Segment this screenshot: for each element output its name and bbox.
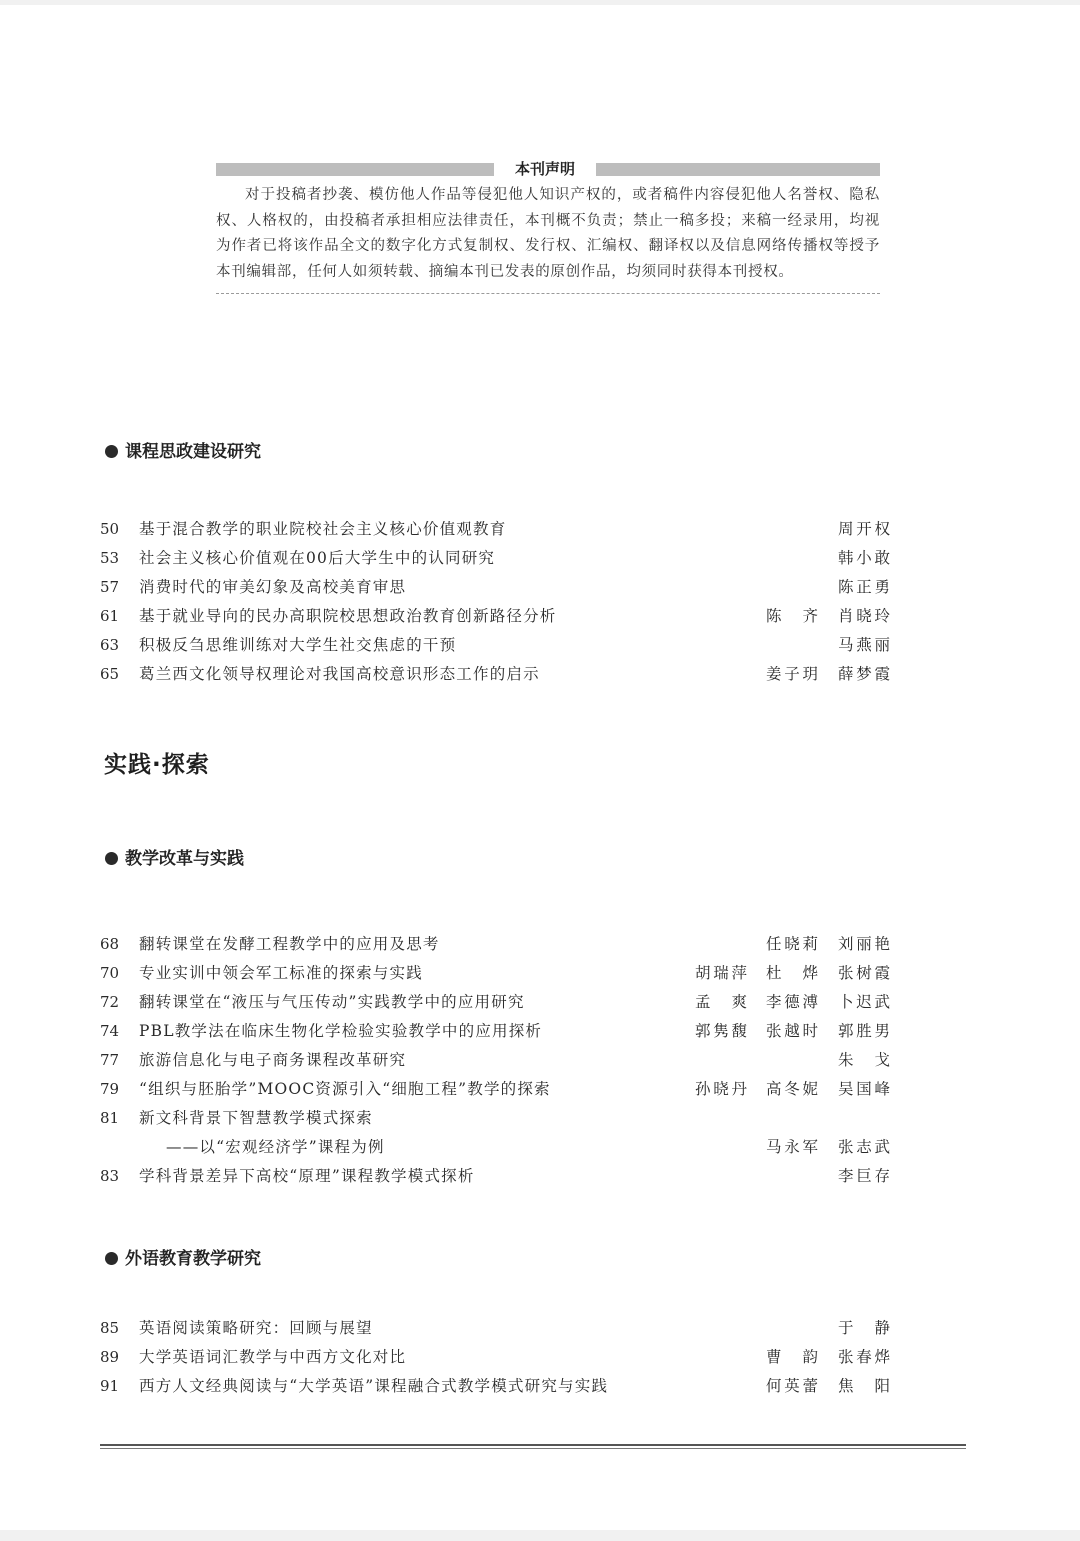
part-heading: 实践·探索 bbox=[104, 752, 210, 778]
toc-article-title: 基于就业导向的民办高职院校思想政治教育创新路径分析 bbox=[139, 607, 557, 625]
toc-entry[interactable] bbox=[0, 573, 1080, 602]
toc-author: 任晓莉 bbox=[766, 935, 818, 953]
toc-author: 朱 戈 bbox=[838, 1051, 890, 1069]
toc-article-title: 翻转课堂在“液压与气压传动”实践教学中的应用研究 bbox=[139, 993, 525, 1011]
toc-page-number: 89 bbox=[100, 1348, 120, 1366]
toc-article-title: 葛兰西文化领导权理论对我国高校意识形态工作的启示 bbox=[139, 665, 540, 683]
toc-entry[interactable] bbox=[0, 1343, 1080, 1372]
toc-page-number: 91 bbox=[100, 1377, 120, 1395]
bullet-icon bbox=[105, 445, 118, 458]
notice-header bbox=[216, 158, 880, 180]
toc-article-title: 新文科背景下智慧教学模式探索 bbox=[139, 1109, 373, 1127]
toc-article-title: 积极反刍思维训练对大学生社交焦虑的干预 bbox=[139, 636, 457, 654]
footer-rule-thick bbox=[100, 1444, 966, 1446]
bullet-icon bbox=[105, 1252, 118, 1265]
toc-entry[interactable] bbox=[0, 1046, 1080, 1075]
page-bottom-edge bbox=[0, 1530, 1080, 1541]
toc-page-number: 72 bbox=[100, 993, 120, 1011]
toc-entry[interactable] bbox=[0, 1314, 1080, 1343]
notice-body: 对于投稿者抄袭、模仿他人作品等侵犯他人知识产权的，或者稿件内容侵犯他人名誉权、隐私权、人格权的，由投稿者承担相应法律责任，本刊概不负责；禁止一稿多投；来稿一经录用，均视为作者已将该作品全文的数字化方式复制权、发行权、汇编权、翻译权以及信息网络传播权等授予本刊编辑部，任何人如须转载、摘编本刊已发表的原创作品，均须同时获得本刊授权。 bbox=[216, 187, 880, 280]
toc-entry[interactable] bbox=[0, 602, 1080, 631]
toc-entry[interactable] bbox=[0, 660, 1080, 689]
toc-author: 周开权 bbox=[838, 520, 890, 538]
toc-author: 何英蕾 bbox=[766, 1377, 818, 1395]
toc-entry[interactable] bbox=[0, 1017, 1080, 1046]
section-heading-ideology bbox=[105, 440, 261, 464]
toc-page-number: 65 bbox=[100, 665, 120, 683]
toc-author: 肖晓玲 bbox=[838, 607, 890, 625]
toc-page-number: 68 bbox=[100, 935, 120, 953]
toc-author: 吴国峰 bbox=[838, 1080, 890, 1098]
toc-author: 孙晓丹 bbox=[695, 1080, 747, 1098]
toc-article-title: 大学英语词汇教学与中西方文化对比 bbox=[139, 1348, 407, 1366]
toc-entry[interactable] bbox=[0, 1075, 1080, 1104]
toc-author: 张越时 bbox=[766, 1022, 818, 1040]
toc-author: 刘丽艳 bbox=[838, 935, 890, 953]
toc-author: 张志武 bbox=[838, 1138, 890, 1156]
toc-article-title: 专业实训中领会军工标准的探索与实践 bbox=[139, 964, 423, 982]
toc-entry[interactable] bbox=[0, 959, 1080, 988]
toc-page-number: 53 bbox=[100, 549, 120, 567]
toc-entry[interactable] bbox=[0, 544, 1080, 573]
toc-author: 张树霞 bbox=[838, 964, 890, 982]
notice-bar-left bbox=[216, 163, 494, 176]
notice-title: 本刊声明 bbox=[514, 160, 575, 178]
section-heading-teaching-reform bbox=[105, 847, 244, 871]
toc-author: 陈正勇 bbox=[838, 578, 890, 596]
toc-entry[interactable] bbox=[0, 930, 1080, 959]
toc-author: 薛梦霞 bbox=[838, 665, 890, 683]
toc-author: 于 静 bbox=[838, 1319, 890, 1337]
toc-article-title: 基于混合教学的职业院校社会主义核心价值观教育 bbox=[139, 520, 507, 538]
toc-article-title: 学科背景差异下高校“原理”课程教学模式探析 bbox=[139, 1167, 475, 1185]
toc-author: 陈 齐 bbox=[766, 607, 818, 625]
toc-entry[interactable] bbox=[0, 988, 1080, 1017]
toc-author: 杜 烨 bbox=[766, 964, 818, 982]
toc-article-title: 翻转课堂在发酵工程教学中的应用及思考 bbox=[139, 935, 440, 953]
toc-author: 马燕丽 bbox=[838, 636, 890, 654]
toc-page-number: 57 bbox=[100, 578, 120, 596]
toc-entry[interactable] bbox=[0, 1162, 1080, 1191]
toc-page-number: 61 bbox=[100, 607, 120, 625]
toc-author: 孟 爽 bbox=[695, 993, 747, 1011]
toc-page-number: 83 bbox=[100, 1167, 120, 1185]
toc-article-title: 消费时代的审美幻象及高校美育审思 bbox=[139, 578, 407, 596]
toc-page-number: 70 bbox=[100, 964, 120, 982]
toc-page-number: 79 bbox=[100, 1080, 120, 1098]
toc-author: 焦 阳 bbox=[838, 1377, 890, 1395]
toc-author: 韩小敢 bbox=[838, 549, 890, 567]
toc-page-number: 85 bbox=[100, 1319, 120, 1337]
toc-entry[interactable] bbox=[0, 631, 1080, 660]
toc-article-title: “组织与胚胎学”MOOC资源引入“细胞工程”教学的探索 bbox=[139, 1080, 551, 1098]
toc-author: 卜迟武 bbox=[838, 993, 890, 1011]
section-heading-text: 外语教育教学研究 bbox=[125, 1249, 261, 1269]
toc-entry[interactable] bbox=[0, 1104, 1080, 1133]
journal-notice bbox=[216, 158, 880, 294]
toc-author: 曹 韵 bbox=[766, 1348, 818, 1366]
section-heading-text: 课程思政建设研究 bbox=[125, 442, 261, 462]
toc-page-number: 50 bbox=[100, 520, 120, 538]
toc-entry[interactable] bbox=[0, 1133, 1080, 1162]
toc-article-title: 西方人文经典阅读与“大学英语”课程融合式教学模式研究与实践 bbox=[139, 1377, 609, 1395]
toc-page-number: 77 bbox=[100, 1051, 120, 1069]
page-top-edge bbox=[0, 0, 1080, 5]
bullet-icon bbox=[105, 852, 118, 865]
toc-entry[interactable] bbox=[0, 1372, 1080, 1401]
toc-author: 李德溥 bbox=[766, 993, 818, 1011]
toc-page-number: 74 bbox=[100, 1022, 120, 1040]
toc-article-title: 社会主义核心价值观在00后大学生中的认同研究 bbox=[139, 549, 496, 567]
section-heading-text: 教学改革与实践 bbox=[125, 849, 244, 869]
toc-author: 张春烨 bbox=[838, 1348, 890, 1366]
notice-bar-right bbox=[596, 163, 880, 176]
toc-author: 郭胜男 bbox=[838, 1022, 890, 1040]
toc-page-number: 81 bbox=[100, 1109, 120, 1127]
toc-article-title: PBL教学法在临床生物化学检验实验教学中的应用探析 bbox=[139, 1022, 543, 1040]
toc-page-number: 63 bbox=[100, 636, 120, 654]
toc-author: 高冬妮 bbox=[766, 1080, 818, 1098]
toc-author: 郭隽馥 bbox=[695, 1022, 747, 1040]
toc-article-title: ——以“宏观经济学”课程为例 bbox=[166, 1138, 385, 1156]
toc-article-title: 旅游信息化与电子商务课程改革研究 bbox=[139, 1051, 407, 1069]
toc-author: 胡瑞萍 bbox=[695, 964, 747, 982]
toc-author: 姜子玥 bbox=[766, 665, 818, 683]
toc-article-title: 英语阅读策略研究：回顾与展望 bbox=[139, 1319, 373, 1337]
toc-author: 李巨存 bbox=[838, 1167, 890, 1185]
footer-rule-thin bbox=[100, 1448, 966, 1449]
toc-entry[interactable] bbox=[0, 515, 1080, 544]
notice-dashed-rule bbox=[216, 293, 880, 294]
section-heading-foreign-language bbox=[105, 1247, 261, 1271]
toc-author: 马永军 bbox=[766, 1138, 818, 1156]
